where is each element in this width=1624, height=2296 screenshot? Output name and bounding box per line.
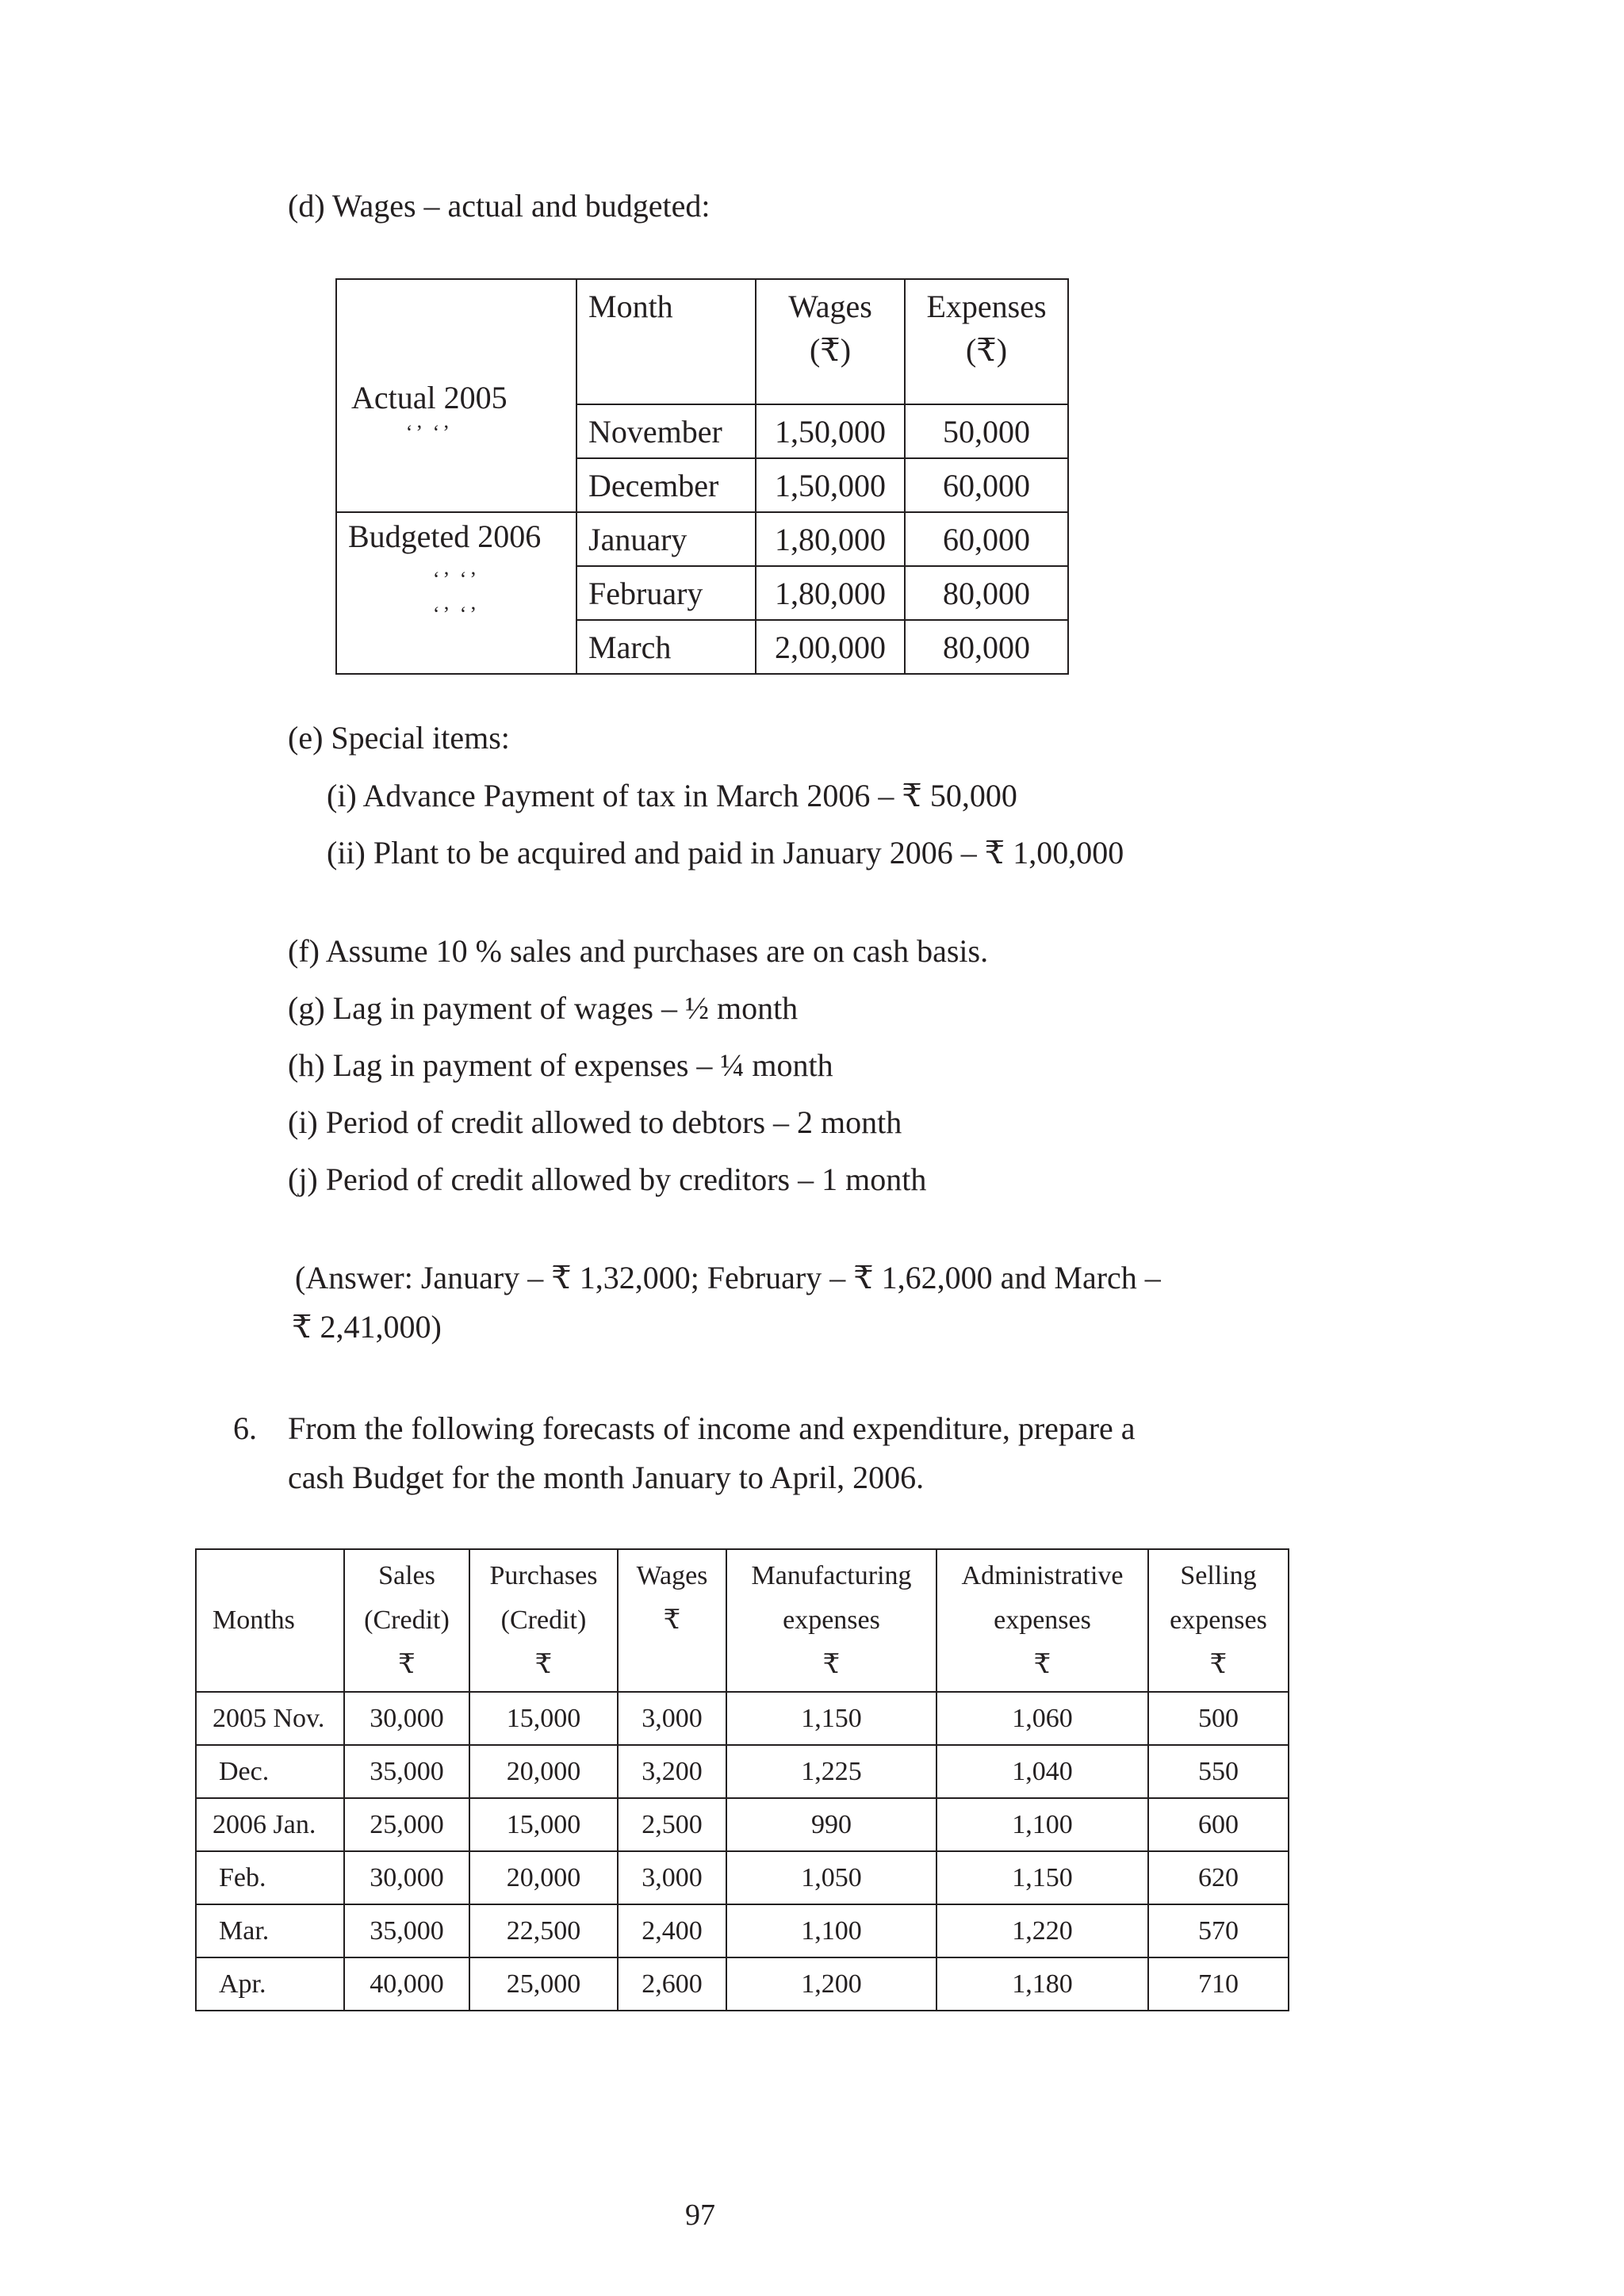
expenses-cell: 60,000 <box>905 458 1068 512</box>
ditto-mark: ‘’ ‘’ <box>405 421 453 444</box>
table-row <box>196 1745 1289 1798</box>
wages-cell: 3,000 <box>618 1692 726 1745</box>
selling-cell: 710 <box>1148 1957 1289 2011</box>
header-selling-expenses: Selling expenses ₹ <box>1148 1549 1289 1692</box>
header-administrative-expenses: Administrative expenses ₹ <box>936 1549 1148 1692</box>
selling-cell: 500 <box>1148 1692 1289 1745</box>
expenses-cell: 50,000 <box>905 404 1068 458</box>
selling-cell: 620 <box>1148 1851 1289 1904</box>
month-cell: December <box>576 458 756 512</box>
manufacturing-cell: 1,225 <box>726 1745 936 1798</box>
header-sales: Sales (Credit) ₹ <box>344 1549 469 1692</box>
assumption-item: (f) Assume 10 % sales and purchases are on cash basis. <box>288 933 989 969</box>
sales-cell: 25,000 <box>344 1798 469 1851</box>
section-d-heading: (d) Wages – actual and budgeted: <box>288 188 710 224</box>
special-item: (ii) Plant to be acquired and paid in January 2006 – ₹ 1,00,000 <box>327 835 1124 871</box>
wages-cell: 1,50,000 <box>756 458 905 512</box>
wages-cell: 1,50,000 <box>756 404 905 458</box>
budgeted-2006-group <box>336 512 576 674</box>
sales-cell: 35,000 <box>344 1904 469 1957</box>
forecast-table-header-row <box>196 1549 1289 1692</box>
expenses-cell: 80,000 <box>905 566 1068 620</box>
administrative-cell: 1,060 <box>936 1692 1148 1745</box>
month-cell: March <box>576 620 756 674</box>
month-cell: Apr. <box>196 1957 344 2011</box>
month-cell: February <box>576 566 756 620</box>
manufacturing-cell: 1,100 <box>726 1904 936 1957</box>
month-cell: 2006 Jan. <box>196 1798 344 1851</box>
answer-line: (Answer: January – ₹ 1,32,000; February – ₹ 1,62,000 and March – <box>295 1260 1161 1295</box>
sales-cell: 40,000 <box>344 1957 469 2011</box>
assumption-item: (g) Lag in payment of wages – ½ month <box>288 990 799 1026</box>
ditto-mark: ‘’ ‘’ <box>432 568 481 591</box>
manufacturing-cell: 1,150 <box>726 1692 936 1745</box>
selling-cell: 550 <box>1148 1745 1289 1798</box>
table-row <box>336 404 1068 458</box>
wages-cell: 2,00,000 <box>756 620 905 674</box>
page-number: 97 <box>685 2198 715 2232</box>
month-cell: Feb. <box>196 1851 344 1904</box>
wages-table-header-expenses: Expenses (₹) <box>905 279 1068 404</box>
header-months: Months <box>196 1549 344 1692</box>
wages-cell: 2,600 <box>618 1957 726 2011</box>
expenses-cell: 60,000 <box>905 512 1068 566</box>
manufacturing-cell: 1,200 <box>726 1957 936 2011</box>
wages-cell: 1,80,000 <box>756 566 905 620</box>
wages-cell: 3,200 <box>618 1745 726 1798</box>
assumption-item: (j) Period of credit allowed by creditors – 1 month <box>288 1161 927 1197</box>
month-cell: November <box>576 404 756 458</box>
table-row <box>196 1957 1289 2011</box>
wages-cell: 3,000 <box>618 1851 726 1904</box>
table-row <box>196 1692 1289 1745</box>
special-item: (i) Advance Payment of tax in March 2006 – ₹ 50,000 <box>327 778 1017 813</box>
table-row <box>196 1904 1289 1957</box>
assumption-item: (i) Period of credit allowed to debtors – 2 month <box>288 1104 902 1140</box>
actual-2005-group <box>336 380 576 512</box>
assumption-item: (h) Lag in payment of expenses – ¼ month <box>288 1047 833 1083</box>
wages-cell: 2,500 <box>618 1798 726 1851</box>
administrative-cell: 1,040 <box>936 1745 1148 1798</box>
wages-table <box>335 278 1069 675</box>
sales-cell: 35,000 <box>344 1745 469 1798</box>
administrative-cell: 1,180 <box>936 1957 1148 2011</box>
question-text: cash Budget for the month January to April, 2006. <box>288 1460 925 1495</box>
purchases-cell: 15,000 <box>469 1692 618 1745</box>
wages-table-header-month: Month <box>576 279 756 404</box>
purchases-cell: 20,000 <box>469 1851 618 1904</box>
administrative-cell: 1,150 <box>936 1851 1148 1904</box>
header-purchases: Purchases (Credit) ₹ <box>469 1549 618 1692</box>
actual-2005-label: Actual 2005 <box>351 380 508 415</box>
month-cell: 2005 Nov. <box>196 1692 344 1745</box>
purchases-cell: 20,000 <box>469 1745 618 1798</box>
administrative-cell: 1,220 <box>936 1904 1148 1957</box>
month-cell: Mar. <box>196 1904 344 1957</box>
month-cell: January <box>576 512 756 566</box>
forecast-table <box>195 1548 1289 2011</box>
wages-cell: 2,400 <box>618 1904 726 1957</box>
question-text: From the following forecasts of income and expenditure, prepare a <box>288 1410 1136 1446</box>
manufacturing-cell: 1,050 <box>726 1851 936 1904</box>
answer-line: ₹ 2,41,000) <box>292 1309 442 1345</box>
table-row <box>196 1851 1289 1904</box>
selling-cell: 600 <box>1148 1798 1289 1851</box>
wages-cell: 1,80,000 <box>756 512 905 566</box>
header-wages: Wages ₹ <box>618 1549 726 1692</box>
question-number: 6. <box>233 1410 257 1446</box>
purchases-cell: 22,500 <box>469 1904 618 1957</box>
administrative-cell: 1,100 <box>936 1798 1148 1851</box>
table-row <box>336 512 1068 566</box>
sales-cell: 30,000 <box>344 1692 469 1745</box>
expenses-cell: 80,000 <box>905 620 1068 674</box>
budgeted-2006-label: Budgeted 2006 <box>348 519 542 554</box>
purchases-cell: 25,000 <box>469 1957 618 2011</box>
ditto-mark: ‘’ ‘’ <box>432 603 481 626</box>
wages-table-header-wages: Wages (₹) <box>756 279 905 404</box>
header-manufacturing-expenses: Manufacturing expenses ₹ <box>726 1549 936 1692</box>
month-cell: Dec. <box>196 1745 344 1798</box>
purchases-cell: 15,000 <box>469 1798 618 1851</box>
table-row <box>196 1798 1289 1851</box>
section-e-heading: (e) Special items: <box>288 720 510 756</box>
manufacturing-cell: 990 <box>726 1798 936 1851</box>
selling-cell: 570 <box>1148 1904 1289 1957</box>
sales-cell: 30,000 <box>344 1851 469 1904</box>
